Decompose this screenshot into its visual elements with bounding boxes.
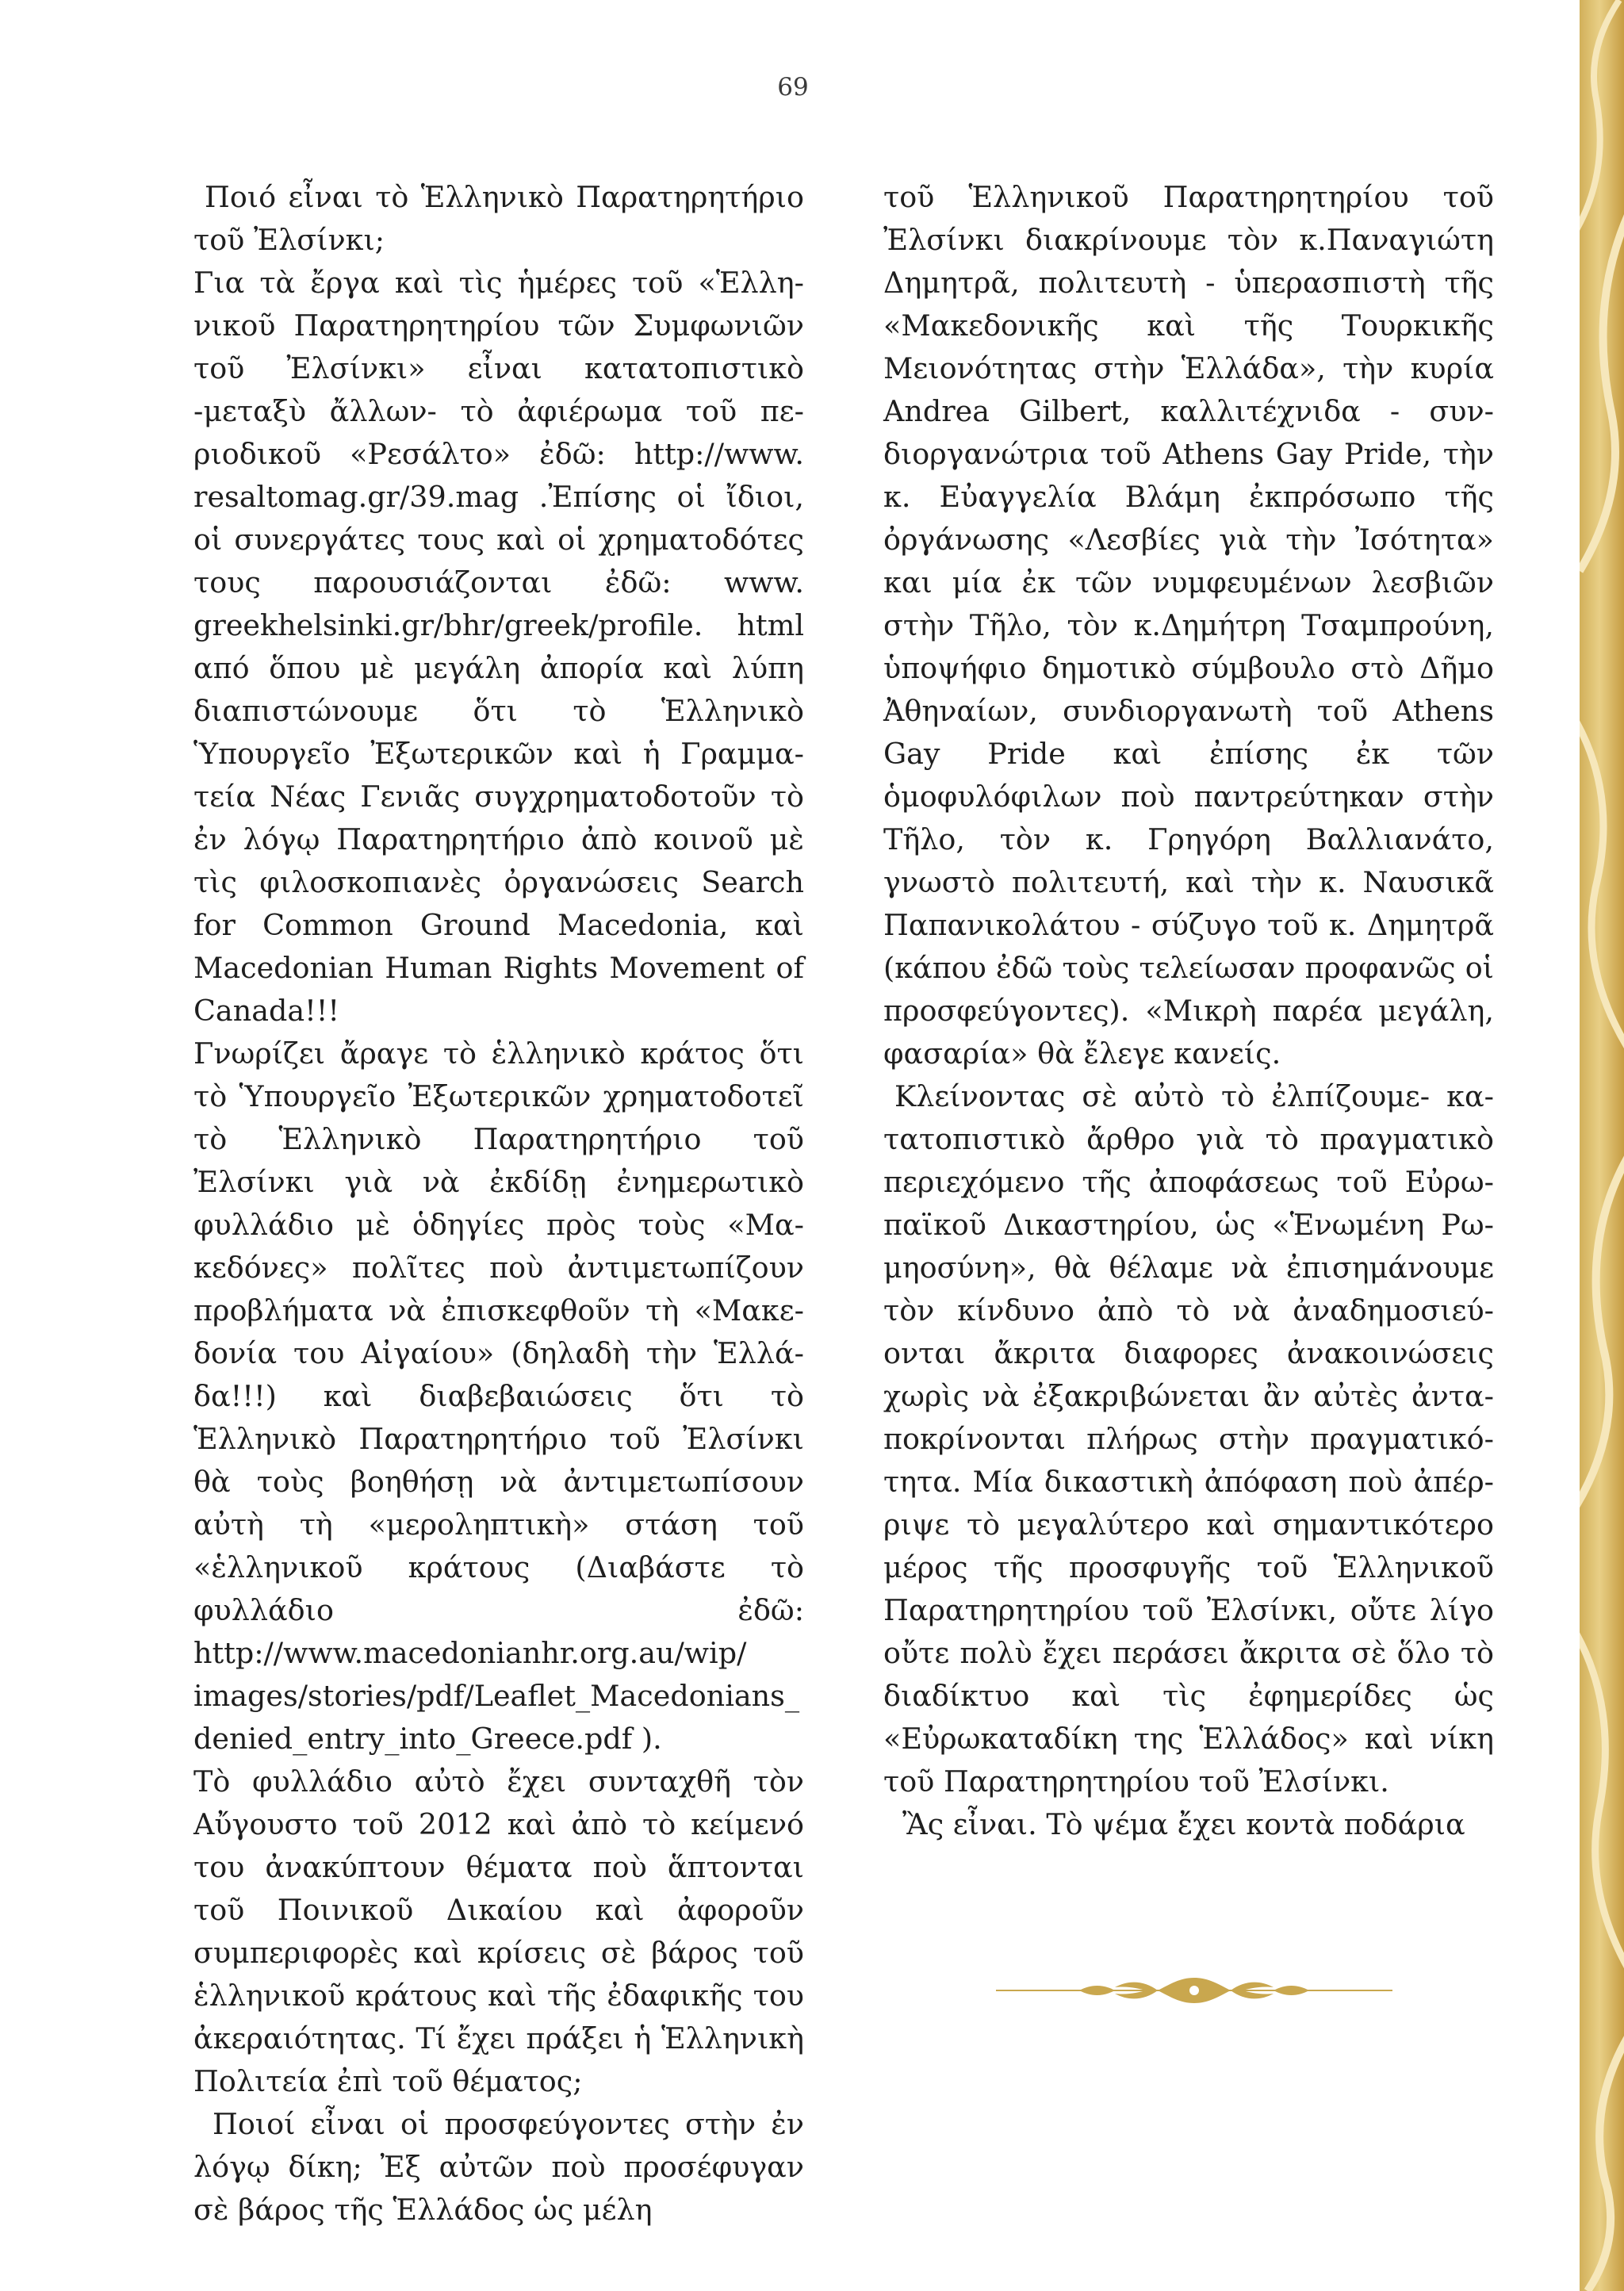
- left-column: [193, 176, 804, 2232]
- paragraph: Ἂς εἶναι. Τὸ ψέμα ἔχει κοντὰ ποδάρια: [902, 1807, 1465, 1841]
- right-column: [883, 176, 1494, 1846]
- paragraph: Τὸ φυλλάδιο αὐτὸ ἔχει συνταχθῆ τὸν Αὔγουστο τοῦ 2012 καὶ ἀπὸ τὸ κείμενό του ἀνακύπτουν θέματα ποὺ ἅπτονται τοῦ Ποινικοῦ Δικαίου καὶ ἀφοροῦν συμπεριφορὲς καὶ κρίσεις σὲ βάρος τοῦ ἑλληνικοῦ κράτους καὶ τῆς ἐδαφικῆς του ἀκεραιότητας. Τί ἔχει πράξει ἡ Ἑλληνικὴ Πολιτεία ἐπὶ τοῦ θέματος;: [193, 1764, 804, 2098]
- paragraph: Ποιό εἶναι τὸ Ἑλληνικὸ Παρατηρητήριο τοῦ Ἐλσίνκι;: [193, 180, 804, 257]
- paragraph: τοῦ Ἑλληνικοῦ Παρατηρητηρίου τοῦ Ἐλσίνκι διακρίνουμε τὸν κ.Παναγιώτη Δημητρᾶ, πολιτευτὴ - ὑπερασπιστὴ τῆς «Μακεδονικῆς καὶ τῆς Τουρκικῆς Μειονότητας στὴν Ἑλλάδα», τὴν κυρία Andrea Gilbert, καλλιτέχνιδα - συνδιοργανώτρια τοῦ Athens Gay Pride, τὴν κ. Εὐαγγελία Βλάμη ἐκπρόσωπο τῆς ὀργάνωσης «Λεσβίες γιὰ τὴν Ἰσότητα» και μία ἐκ τῶν νυμφευμένων λεσβιῶν στὴν Τῆλο, τὸν κ.Δημήτρη Τσαμπρούνη, ὑποψήφιο δημοτικὸ σύμβουλο στὸ Δῆμο Ἀθηναίων, συνδιοργανωτὴ τοῦ Athens Gay Pride καὶ ἐπίσης ἐκ τῶν ὁμοφυλόφιλων ποὺ παντρεύτηκαν στὴν Τῆλο, τὸν κ. Γρηγόρη Βαλλιανάτο, γνωστὸ πολιτευτή, καὶ τὴν κ. Ναυσικᾶ Παπανικολάτου - σύζυγο τοῦ κ. Δημητρᾶ (κάπου ἐδῶ τοὺς τελείωσαν προφανῶς οἱ προσφεύγοντες). «Μικρὴ παρέα μεγάλη, φασαρία» θὰ ἔλεγε κανείς.: [883, 180, 1494, 1071]
- page-number: 69: [777, 73, 809, 102]
- gold-pattern-band: [1580, 0, 1624, 2291]
- paragraph: Κλείνοντας σὲ αὐτὸ τὸ ἐλπίζουμε- κατατοπιστικὸ ἄρθρο γιὰ τὸ πραγματικὸ περιεχόμενο τῆς ἀποφάσεως τοῦ Εὐρωπαϊκοῦ Δικαστηρίου, ὡς «Ἑνωμένη Ρωμηοσύνη», θὰ θέλαμε νὰ ἐπισημάνουμε τὸν κίνδυνο ἀπὸ τὸ νὰ ἀναδημοσιεύονται ἄκριτα διαφορες ἀνακοινώσεις χωρὶς νὰ ἐξακριβώνεται ἂν αὐτὲς ἀνταποκρίνονται πλήρως στὴν πραγματικότητα. Μία δικαστικὴ ἀπόφαση ποὺ ἀπέρριψε τὸ μεγαλύτερο καὶ σημαντικότερο μέρος τῆς προσφυγῆς τοῦ Ἑλληνικοῦ Παρατηρητηρίου τοῦ Ἐλσίνκι, οὔτε λίγο οὔτε πολὺ ἔχει περάσει ἄκριτα σὲ ὅλο τὸ διαδίκτυο καὶ τὶς ἐφημερίδες ὡς «Εὐρωκαταδίκη της Ἑλλάδος» καὶ νίκη τοῦ Παρατηρητηρίου τοῦ Ἐλσίνκι.: [883, 1079, 1494, 1799]
- paragraph: Ποιοί εἶναι οἱ προσφεύγοντες στὴν ἐν λόγῳ δίκη; Ἐξ αὐτῶν ποὺ προσέφυγαν σὲ βάρος τῆς Ἑλλάδος ὡς μέλη: [193, 2107, 804, 2227]
- gold-flourish-divider-icon: [996, 1967, 1392, 2017]
- paragraph: Για τὰ ἔργα καὶ τὶς ἡμέρες τοῦ «Ἑλληνικοῦ Παρατηρητηρίου τῶν Συμφωνιῶν τοῦ Ἐλσίνκι» εἶναι κατατοπιστικὸ -μεταξὺ ἄλλων- τὸ ἀφιέρωμα τοῦ περιοδικοῦ «Ρεσάλτο» ἐδῶ: http://www. resaltomag.gr/39.mag .Ἐπίσης οἱ ἴδιοι, οἱ συνεργάτες τους καὶ οἱ χρηματοδότες τους παρουσιάζονται ἐδῶ: www. greekhelsinki.gr/bhr/greek/profile. html από ὅπου μὲ μεγάλη ἀπορία καὶ λύπη διαπιστώνουμε ὅτι τὸ Ἑλληνικὸ Ὑπουργεῖο Ἐξωτερικῶν καὶ ἡ Γραμματεία Νέας Γενιᾶς συγχρηματοδοτοῦν τὸ ἐν λόγῳ Παρατηρητήριο ἀπὸ κοινοῦ μὲ τὶς φιλοσκοπιανὲς ὀργανώσεις Search for Common Ground Macedonia, καὶ Macedonian Human Rights Movement of Canada!!!: [193, 266, 804, 1028]
- paragraph: Γνωρίζει ἄραγε τὸ ἑλληνικὸ κράτος ὅτι τὸ Ὑπουργεῖο Ἐξωτερικῶν χρηματοδοτεῖ τὸ Ἑλληνικὸ Παρατηρητήριο τοῦ Ἐλσίνκι γιὰ νὰ ἐκδίδῃ ἐνημερωτικὸ φυλλάδιο μὲ ὁδηγίες πρὸς τοὺς «Μακεδόνες» πολῖτες ποὺ ἀντιμετωπίζουν προβλήματα νὰ ἐπισκεφθοῦν τὴ «Μακεδονία του Αἰγαίου» (δηλαδὴ τὴν Ἑλλάδα!!!) καὶ διαβεβαιώσεις ὅτι τὸ Ἑλληνικὸ Παρατηρητήριο τοῦ Ἐλσίνκι θὰ τοὺς βοηθήσῃ νὰ ἀντιμετωπίσουν αὐτὴ τὴ «μεροληπτικὴ» στάση τοῦ «ἑλληνικοῦ κράτους (Διαβάστε τὸ φυλλάδιο ἐδῶ: http://www.macedonianhr.org.au/wip/ images/stories/pdf/Leaflet_Macedonians_ denied_entry_into_Greece.pdf ).: [193, 1036, 804, 1756]
